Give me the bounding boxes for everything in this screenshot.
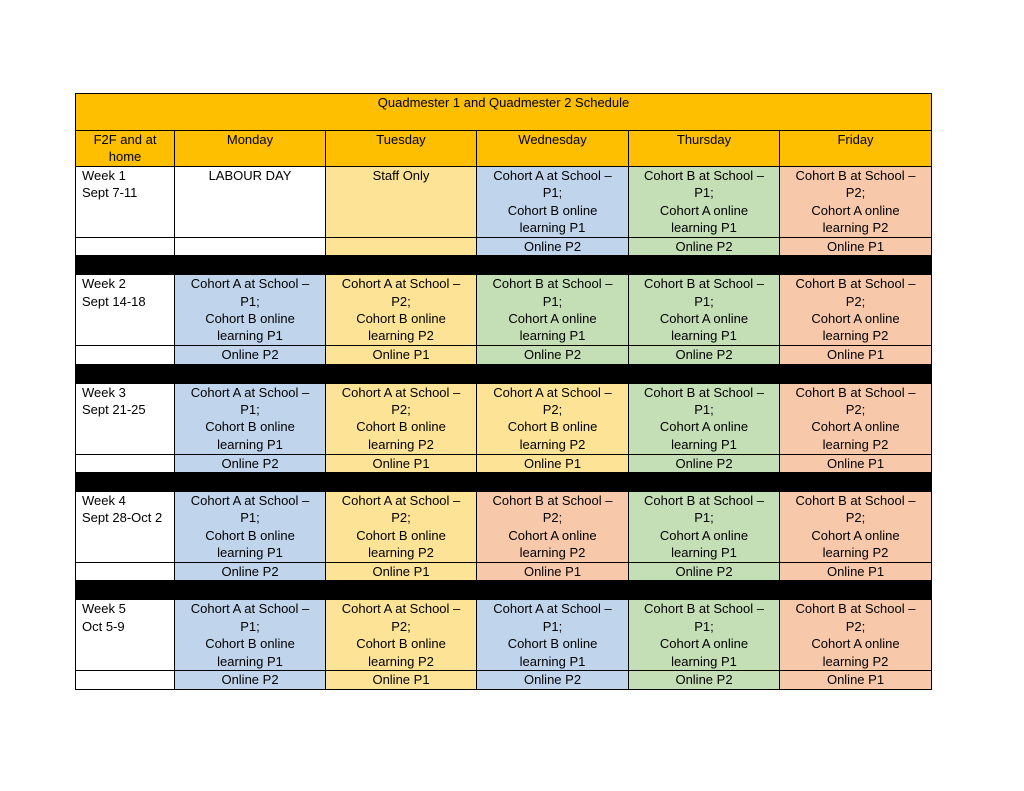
week-label [76, 383, 175, 454]
cell-text-line: P2; [391, 402, 411, 418]
cell-text-line: learning P1 [519, 328, 586, 344]
week-separator [76, 256, 932, 275]
header-first-cell: F2F and at home [76, 131, 175, 167]
online-cell-monday: Online P2 [175, 454, 326, 472]
schedule-cell-tuesday [326, 492, 477, 563]
online-cell-monday: Online P2 [175, 346, 326, 364]
cell-text-line: Cohort B online [356, 419, 446, 435]
cell-text-line: Cohort A online [659, 527, 749, 543]
online-cell-monday: Online P2 [175, 563, 326, 581]
cell-text-line: Cohort A online [811, 311, 900, 327]
separator-bar [76, 473, 932, 492]
cell-text-line: Cohort A at School – [190, 601, 310, 617]
online-label-empty [76, 346, 175, 364]
cell-text-line: P2; [391, 618, 411, 634]
cell-text-line: Cohort A at School – [493, 167, 612, 183]
schedule-cell-friday [780, 492, 932, 563]
separator-bar [76, 256, 932, 275]
schedule-cell-friday [780, 383, 932, 454]
cell-text-line: P2; [391, 293, 411, 309]
schedule-cell-thursday [629, 383, 780, 454]
cell-text-line: P2; [845, 293, 866, 309]
cell-text-line: Staff Only [372, 167, 430, 183]
online-cell-friday: Online P1 [780, 671, 932, 689]
cell-text-line: Cohort B online [205, 636, 295, 652]
cell-text-line: Cohort B at School – [795, 384, 916, 400]
schedule-cell-monday [175, 383, 326, 454]
cell-text-line: P1; [694, 510, 714, 526]
cell-text-line: Cohort A online [811, 419, 900, 435]
week-separator [76, 473, 932, 492]
cell-text-line: P1; [542, 185, 563, 201]
online-row [76, 346, 932, 364]
cell-text-line: learning P1 [217, 545, 283, 561]
online-row [76, 454, 932, 472]
cell-text-line: P1; [542, 293, 563, 309]
online-cell-tuesday: Online P1 [326, 671, 477, 689]
cell-text-line: Cohort B at School – [644, 276, 764, 292]
cell-text-line: Cohort B online [205, 311, 295, 327]
schedule-cell-wednesday [477, 383, 629, 454]
cell-text-line: Cohort B online [205, 419, 295, 435]
online-cell-monday [175, 237, 326, 255]
cell-text-line: Cohort B at School – [644, 167, 764, 183]
cell-text-line: Cohort B online [356, 636, 446, 652]
week-label [76, 166, 175, 237]
cell-text-line: learning P2 [368, 328, 434, 344]
cell-text-line: P2; [845, 510, 866, 526]
online-label-empty [76, 237, 175, 255]
schedule-cell-thursday [629, 600, 780, 671]
table-title: Quadmester 1 and Quadmester 2 Schedule [76, 94, 932, 131]
cell-text-line: Cohort B at School – [795, 493, 916, 509]
online-cell-tuesday [326, 237, 477, 255]
cell-text-line: Cohort B online [507, 636, 598, 652]
cell-text-line: Cohort B at School – [644, 493, 764, 509]
schedule-cell-wednesday [477, 275, 629, 346]
week-label-line: Week 1 [82, 167, 126, 183]
online-cell-tuesday: Online P1 [326, 454, 477, 472]
cell-text-line: LABOUR DAY [208, 167, 292, 183]
cell-text-line: Cohort A online [659, 311, 749, 327]
cell-text-line: Cohort A at School – [190, 276, 310, 292]
schedule-cell-monday [175, 492, 326, 563]
cell-text-line: learning P1 [671, 545, 737, 561]
week-row [76, 492, 932, 563]
schedule-cell-monday [175, 275, 326, 346]
online-cell-thursday: Online P2 [629, 346, 780, 364]
header-row [76, 131, 932, 167]
online-cell-wednesday: Online P2 [477, 346, 629, 364]
cell-text-line: Cohort A at School – [190, 384, 310, 400]
schedule-cell-tuesday [326, 275, 477, 346]
online-label-empty [76, 563, 175, 581]
cell-text-line: learning P2 [368, 436, 434, 452]
online-cell-monday: Online P2 [175, 671, 326, 689]
schedule-cell-tuesday [326, 166, 477, 237]
cell-text-line: learning P1 [671, 653, 737, 669]
online-cell-thursday: Online P2 [629, 237, 780, 255]
online-cell-thursday: Online P2 [629, 454, 780, 472]
cell-text-line: P2; [542, 510, 563, 526]
schedule-cell-friday [780, 275, 932, 346]
week-label [76, 275, 175, 346]
week-label-line: Sept 14-18 [82, 293, 146, 309]
cell-text-line: learning P2 [822, 653, 889, 669]
cell-text-line: P1; [694, 185, 714, 201]
online-label-empty [76, 671, 175, 689]
cell-text-line: learning P1 [217, 328, 283, 344]
schedule-cell-monday [175, 600, 326, 671]
header-day-monday: Monday [175, 131, 326, 167]
cell-text-line: P1; [240, 510, 260, 526]
cell-text-line: learning P1 [519, 220, 586, 236]
week-label-line: Sept 21-25 [82, 402, 146, 418]
week-label-line: Week 4 [82, 493, 126, 509]
online-row [76, 563, 932, 581]
cell-text-line: P2; [845, 402, 866, 418]
cell-text-line: learning P1 [217, 436, 283, 452]
week-label-line: Week 5 [82, 601, 126, 617]
schedule-cell-wednesday [477, 600, 629, 671]
week-label-line: Sept 7-11 [82, 185, 138, 201]
cell-text-line: learning P2 [519, 545, 586, 561]
cell-text-line: Cohort A online [811, 636, 900, 652]
week-label [76, 492, 175, 563]
header-day-tuesday: Tuesday [326, 131, 477, 167]
cell-text-line: Cohort B at School – [492, 276, 613, 292]
online-cell-thursday: Online P2 [629, 563, 780, 581]
cell-text-line: P1; [240, 618, 260, 634]
schedule-body [76, 166, 932, 689]
online-row [76, 671, 932, 689]
schedule-cell-friday [780, 600, 932, 671]
cell-text-line: Cohort B at School – [644, 384, 764, 400]
cell-text-line: Cohort A online [508, 527, 597, 543]
online-cell-friday: Online P1 [780, 237, 932, 255]
cell-text-line: Cohort A at School – [493, 384, 612, 400]
cell-text-line: Cohort B online [205, 527, 295, 543]
schedule-cell-thursday [629, 492, 780, 563]
separator-bar [76, 581, 932, 600]
cell-text-line: Cohort B online [356, 527, 446, 543]
cell-text-line: Cohort A online [659, 419, 749, 435]
schedule-table [75, 93, 932, 690]
cell-text-line: Cohort A online [659, 202, 749, 218]
schedule-cell-friday [780, 166, 932, 237]
schedule-cell-tuesday [326, 600, 477, 671]
cell-text-line: learning P2 [822, 545, 889, 561]
online-cell-tuesday: Online P1 [326, 563, 477, 581]
cell-text-line: P1; [240, 293, 260, 309]
cell-text-line: Cohort A at School – [341, 601, 461, 617]
cell-text-line: learning P2 [368, 545, 434, 561]
cell-text-line: P1; [694, 402, 714, 418]
cell-text-line: Cohort B at School – [644, 601, 764, 617]
cell-text-line: Cohort B online [507, 419, 598, 435]
cell-text-line: learning P2 [368, 653, 434, 669]
cell-text-line: learning P2 [822, 328, 889, 344]
online-cell-tuesday: Online P1 [326, 346, 477, 364]
cell-text-line: learning P1 [217, 653, 283, 669]
online-row [76, 237, 932, 255]
separator-bar [76, 364, 932, 383]
week-label-line: Oct 5-9 [82, 618, 125, 634]
cell-text-line: P2; [542, 402, 563, 418]
cell-text-line: learning P2 [822, 436, 889, 452]
cell-text-line: Cohort B at School – [795, 167, 916, 183]
schedule-cell-monday [175, 166, 326, 237]
cell-text-line: Cohort A at School – [341, 384, 461, 400]
title-row [76, 94, 932, 131]
cell-text-line: P2; [845, 618, 866, 634]
online-cell-wednesday: Online P1 [477, 563, 629, 581]
cell-text-line: Cohort A at School – [493, 601, 612, 617]
cell-text-line: Cohort A at School – [341, 493, 461, 509]
cell-text-line: Cohort A online [508, 311, 597, 327]
cell-text-line: Cohort A at School – [190, 493, 310, 509]
cell-text-line: Cohort B online [356, 311, 446, 327]
schedule-cell-thursday [629, 166, 780, 237]
online-cell-wednesday: Online P2 [477, 237, 629, 255]
cell-text-line: P2; [845, 185, 866, 201]
online-cell-wednesday: Online P1 [477, 454, 629, 472]
header-day-thursday: Thursday [629, 131, 780, 167]
week-row [76, 166, 932, 237]
cell-text-line: Cohort A online [811, 527, 900, 543]
cell-text-line: P2; [391, 510, 411, 526]
online-cell-wednesday: Online P2 [477, 671, 629, 689]
online-cell-friday: Online P1 [780, 563, 932, 581]
cell-text-line: Cohort A online [811, 202, 900, 218]
cell-text-line: P1; [240, 402, 260, 418]
online-cell-friday: Online P1 [780, 454, 932, 472]
online-label-empty [76, 454, 175, 472]
schedule-cell-wednesday [477, 166, 629, 237]
cell-text-line: P1; [542, 618, 563, 634]
cell-text-line: Cohort A online [659, 636, 749, 652]
week-separator [76, 364, 932, 383]
schedule-cell-tuesday [326, 383, 477, 454]
schedule-cell-thursday [629, 275, 780, 346]
cell-text-line: Cohort B at School – [795, 601, 916, 617]
cell-text-line: learning P2 [822, 220, 889, 236]
schedule-cell-wednesday [477, 492, 629, 563]
cell-text-line: P1; [694, 618, 714, 634]
week-label [76, 600, 175, 671]
online-cell-friday: Online P1 [780, 346, 932, 364]
cell-text-line: learning P1 [671, 328, 737, 344]
header-day-friday: Friday [780, 131, 932, 167]
cell-text-line: learning P1 [671, 436, 737, 452]
week-separator [76, 581, 932, 600]
week-row [76, 383, 932, 454]
week-label-line: Week 3 [82, 384, 126, 400]
week-label-line: Sept 28-Oct 2 [82, 510, 163, 526]
week-row [76, 275, 932, 346]
cell-text-line: learning P1 [519, 653, 586, 669]
cell-text-line: Cohort B at School – [795, 276, 916, 292]
week-label-line: Week 2 [82, 276, 126, 292]
cell-text-line: P1; [694, 293, 714, 309]
online-cell-thursday: Online P2 [629, 671, 780, 689]
cell-text-line: learning P1 [671, 220, 737, 236]
cell-text-line: Cohort B online [507, 202, 598, 218]
cell-text-line: Cohort B at School – [492, 493, 613, 509]
cell-text-line: Cohort A at School – [341, 276, 461, 292]
cell-text-line: learning P2 [519, 436, 586, 452]
header-day-wednesday: Wednesday [477, 131, 629, 167]
week-row [76, 600, 932, 671]
